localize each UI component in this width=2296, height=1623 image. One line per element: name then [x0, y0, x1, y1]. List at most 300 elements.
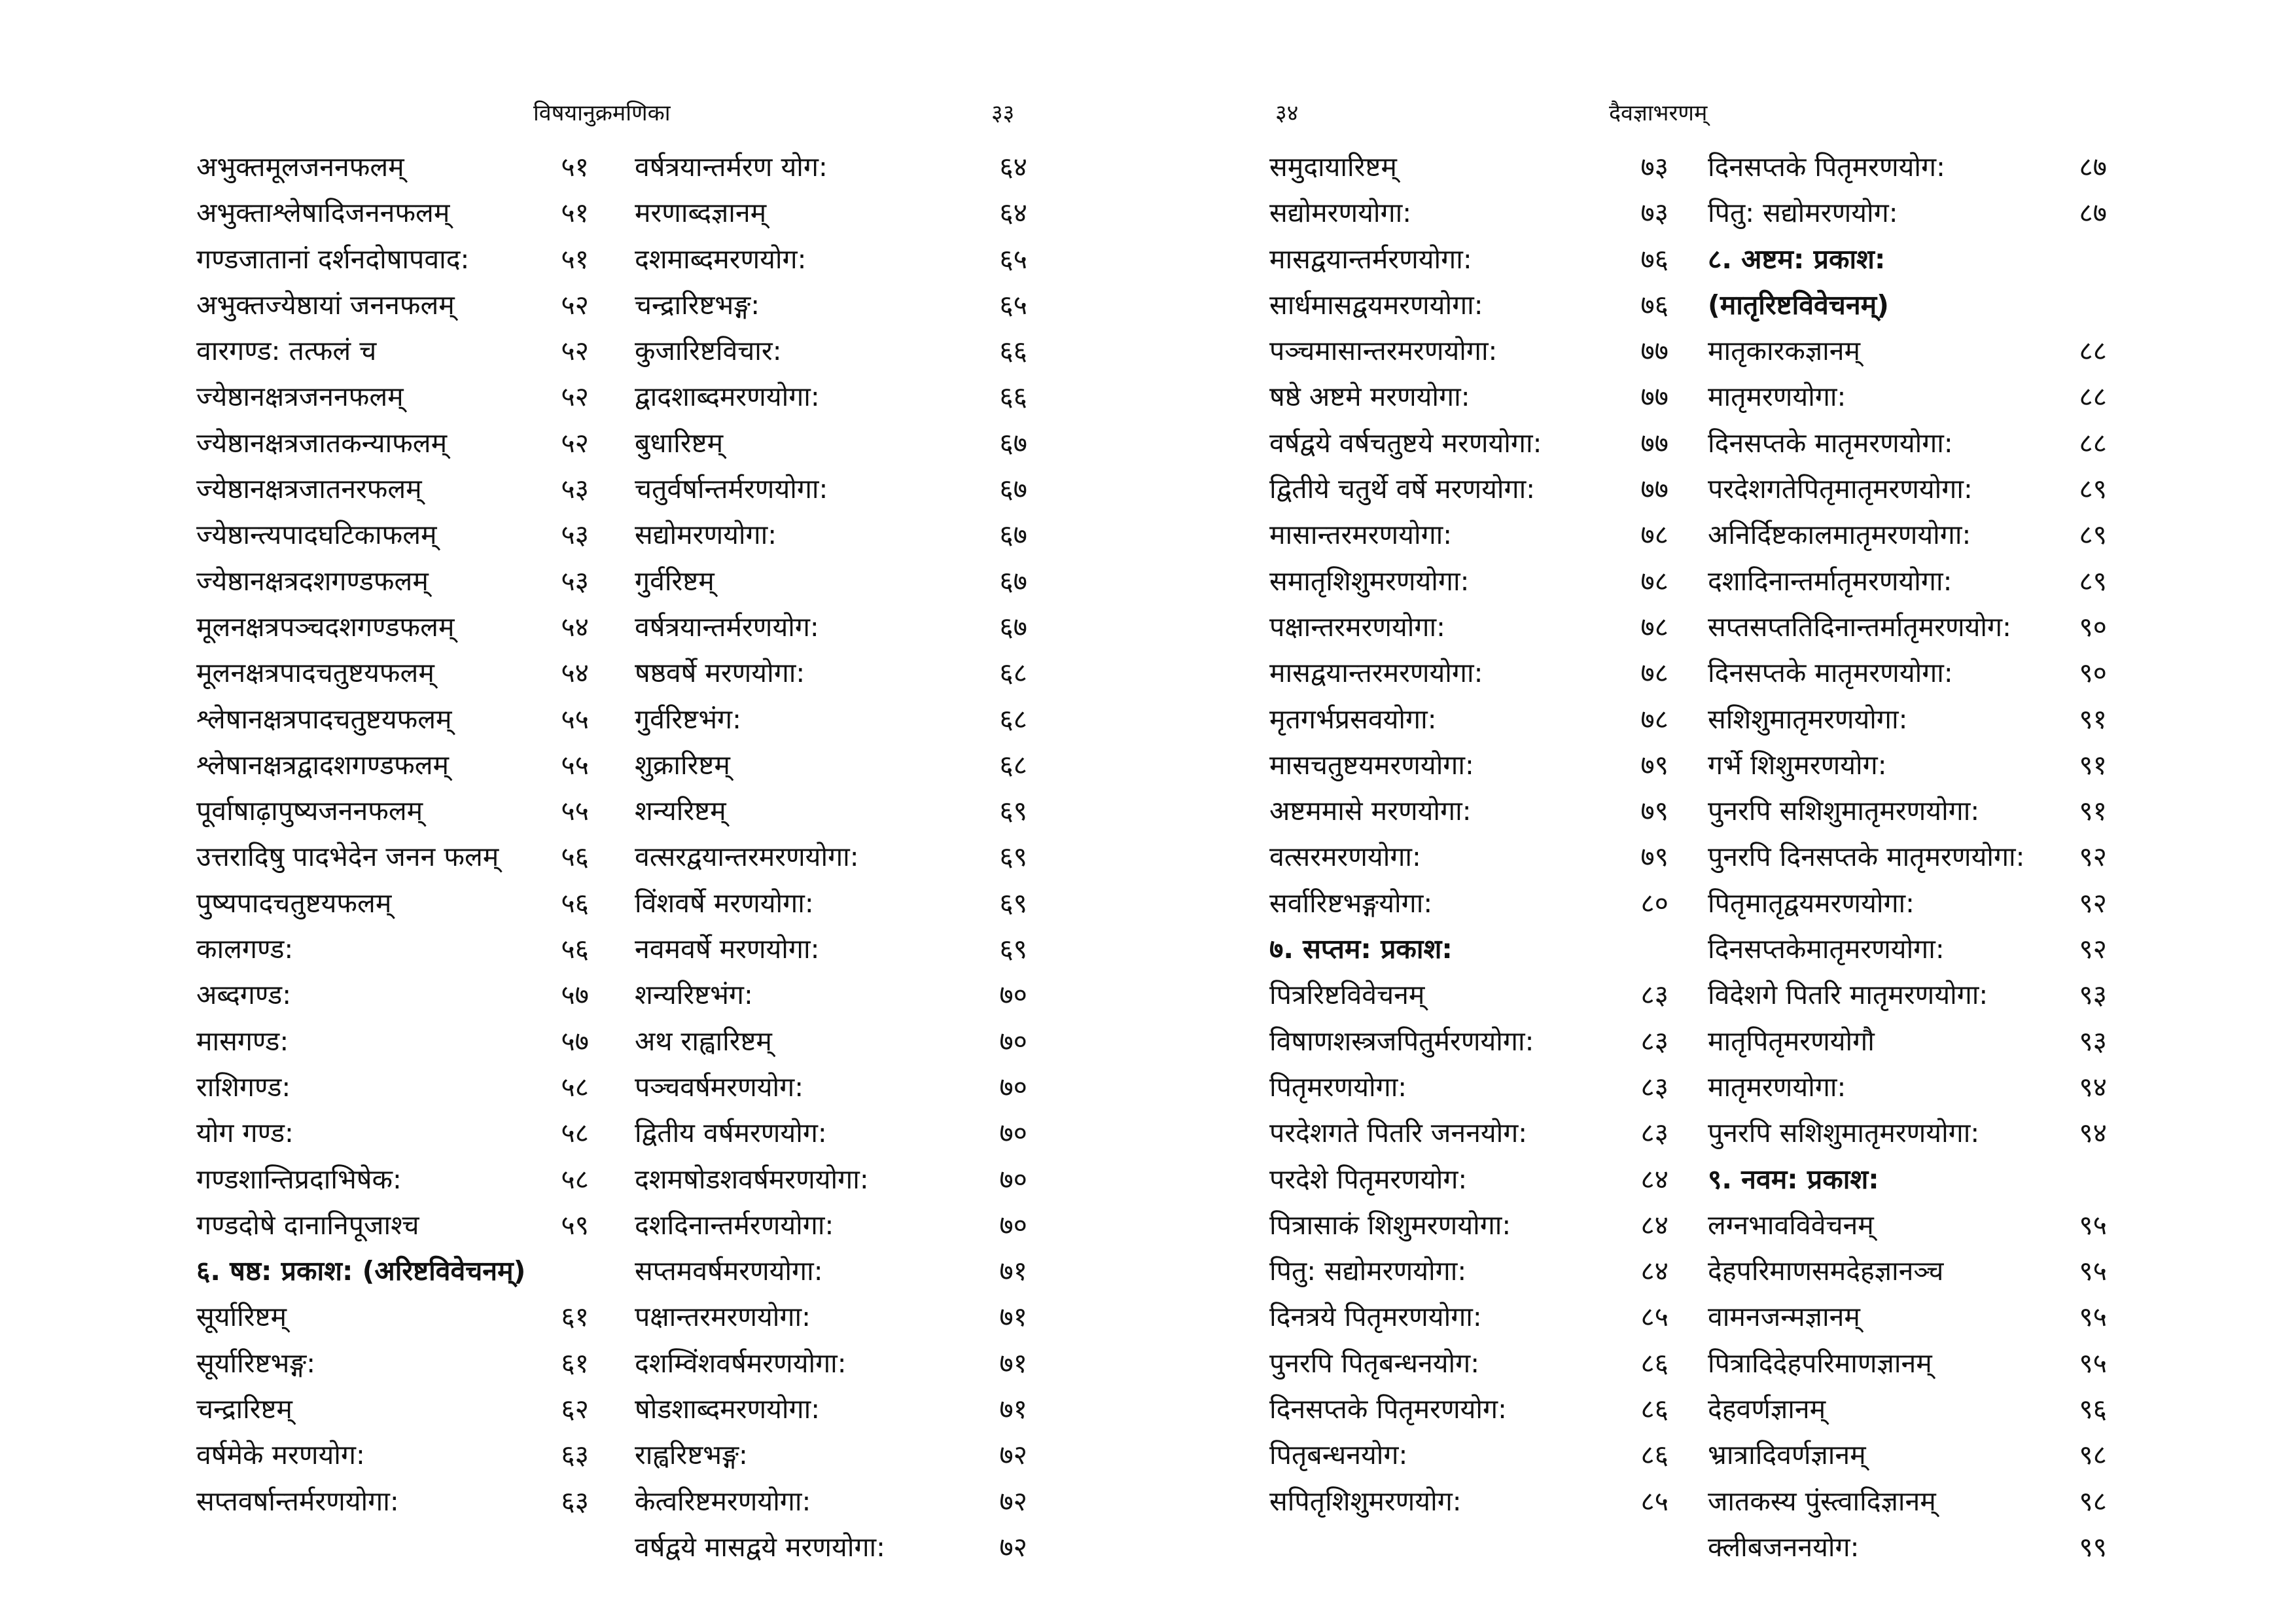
entry-title: द्वादशाब्दमरणयोगा: [635, 381, 820, 413]
toc-entry [635, 1156, 1027, 1202]
entry-title: मासगण्ड: [196, 1025, 289, 1057]
left-column-1 [196, 144, 589, 1524]
left-page-number: ३३ [991, 100, 1015, 126]
entry-title: ७. सप्तम: प्रकाश: [1269, 933, 1453, 965]
toc-entry [635, 788, 1027, 834]
toc-entry [1708, 880, 2107, 926]
entry-title: विषाणशस्त्रजपितुर्मरणयोगा: [1269, 1025, 1534, 1057]
toc-entry [1269, 880, 1669, 926]
entry-title: पुनरपि सशिशुमातृमरणयोगा: [1708, 795, 1980, 827]
toc-entry [635, 926, 1027, 972]
entry-page-number: ५२ [561, 427, 589, 459]
entry-title: सूर्यारिष्टभङ्ग: [196, 1347, 316, 1379]
entry-title: योग गण्ड: [196, 1117, 294, 1149]
entry-page-number: ५५ [561, 703, 589, 735]
toc-entry [1269, 604, 1669, 650]
entry-page-number: ९० [2079, 657, 2107, 689]
toc-entry [1708, 604, 2107, 650]
entry-title: क्लीबजननयोग: [1708, 1531, 1860, 1563]
entry-page-number: ८३ [1640, 979, 1669, 1011]
entry-page-number: ९५ [2079, 1209, 2107, 1241]
toc-entry [1269, 1386, 1669, 1432]
toc-entry [1269, 1248, 1669, 1294]
entry-page-number: ८४ [1640, 1255, 1669, 1287]
toc-entry [196, 512, 589, 558]
entry-title: वत्सरद्वयान्तरमरणयोगा: [635, 841, 859, 873]
toc-entry [1708, 1064, 2107, 1110]
entry-title: मातृकारकज्ञानम् [1708, 335, 1861, 367]
toc-entry [635, 190, 1027, 236]
entry-page-number: ७९ [1640, 841, 1669, 873]
toc-entry [1708, 1386, 2107, 1432]
entry-page-number: ७१ [999, 1301, 1027, 1333]
section-heading [1708, 282, 2107, 328]
entry-title: वामनजन्मज्ञानम् [1708, 1301, 1860, 1333]
entry-title: विदेशगे पितरि मातृमरणयोगा: [1708, 979, 1988, 1011]
entry-title: परदेशगते पितरि जननयोग: [1269, 1117, 1528, 1149]
section-heading [1708, 1156, 2107, 1202]
toc-entry [1269, 328, 1669, 374]
toc-entry [1269, 420, 1669, 466]
entry-page-number: ८९ [2079, 473, 2107, 505]
entry-title: ९. नवम: प्रकाश: [1708, 1163, 1879, 1195]
entry-page-number: ७२ [999, 1485, 1027, 1517]
entry-title: अभुक्तमूलजननफलम् [196, 151, 404, 183]
entry-title: मरणाब्दज्ञानम् [635, 197, 767, 229]
toc-entry [1269, 1018, 1669, 1064]
entry-page-number: ६७ [999, 611, 1027, 643]
toc-entry [1269, 1294, 1669, 1340]
entry-title: मृतगर्भप्रसवयोगा: [1269, 703, 1437, 735]
toc-entry [635, 374, 1027, 419]
entry-page-number: ७६ [1640, 289, 1669, 321]
entry-title: श्लेषानक्षत्रद्वादशगण्डफलम् [196, 749, 450, 781]
toc-entry [635, 1018, 1027, 1064]
entry-page-number: ८५ [1640, 1301, 1669, 1333]
entry-title: ज्येष्ठान्त्यपादघटिकाफलम् [196, 519, 437, 551]
entry-title: दशादिनान्तर्मातृमरणयोगा: [1708, 565, 1952, 597]
entry-page-number: ८६ [1640, 1347, 1669, 1379]
entry-page-number: ५५ [561, 795, 589, 827]
toc-entry [1269, 834, 1669, 880]
toc-entry [196, 834, 589, 880]
entry-page-number: ८८ [2079, 381, 2107, 413]
entry-title: सशिशुमातृमरणयोगा: [1708, 703, 1908, 735]
entry-title: राह्वरिष्टभङ्ग: [635, 1439, 748, 1471]
toc-entry [635, 420, 1027, 466]
entry-title: नवमवर्षे मरणयोगा: [635, 933, 820, 965]
entry-title: गर्भे शिशुमरणयोग: [1708, 749, 1887, 781]
entry-page-number: ८६ [1640, 1393, 1669, 1425]
entry-page-number: ७७ [1640, 473, 1669, 505]
toc-entry [635, 282, 1027, 328]
entry-page-number: ५३ [561, 473, 589, 505]
entry-page-number: ७० [999, 1025, 1027, 1057]
toc-entry [196, 144, 589, 190]
entry-page-number: ७१ [999, 1393, 1027, 1425]
toc-entry [635, 1064, 1027, 1110]
toc-entry [1708, 972, 2107, 1018]
toc-entry [1708, 1018, 2107, 1064]
entry-page-number: ५१ [561, 151, 589, 183]
entry-title: दशमाब्दमरणयोग: [635, 243, 807, 275]
entry-title: षोडशाब्दमरणयोगा: [635, 1393, 821, 1425]
toc-entry [1269, 1432, 1669, 1478]
entry-page-number: ९८ [2079, 1485, 2107, 1517]
entry-title: देहवर्णज्ञानम् [1708, 1393, 1826, 1425]
toc-entry [635, 1340, 1027, 1386]
entry-title: पञ्चवर्षमरणयोग: [635, 1071, 804, 1103]
entry-title: अथ राह्वारिष्टम् [635, 1025, 772, 1057]
entry-title: अभुक्तज्येष्ठायां जननफलम् [196, 289, 455, 321]
entry-title: दिनसप्तकेमातृमरणयोगा: [1708, 933, 1945, 965]
toc-entry [635, 650, 1027, 696]
entry-page-number: ८३ [1640, 1117, 1669, 1149]
entry-title: दशमषोडशवर्षमरणयोगा: [635, 1163, 869, 1195]
entry-title: पुनरपि पितृबन्धनयोग: [1269, 1347, 1480, 1379]
entry-page-number: ६७ [999, 427, 1027, 459]
toc-entry [1708, 512, 2107, 558]
entry-title: पक्षान्तरमरणयोगा: [635, 1301, 811, 1333]
entry-page-number: ५५ [561, 749, 589, 781]
entry-title: पक्षान्तरमरणयोगा: [1269, 611, 1445, 643]
toc-entry [1708, 788, 2107, 834]
toc-entry [196, 466, 589, 512]
toc-entry [196, 374, 589, 419]
entry-page-number: ९६ [2079, 1393, 2107, 1425]
entry-title: (मातृरिष्टविवेचनम्) [1708, 289, 1889, 321]
toc-entry [635, 1248, 1027, 1294]
entry-title: परदेशे पितृमरणयोग: [1269, 1163, 1468, 1195]
entry-page-number: ९१ [2079, 795, 2107, 827]
toc-entry [1708, 466, 2107, 512]
entry-title: मूलनक्षत्रपादचतुष्टयफलम् [196, 657, 434, 689]
entry-page-number: ९१ [2079, 703, 2107, 735]
entry-page-number: ७० [999, 1071, 1027, 1103]
entry-page-number: ५८ [561, 1071, 589, 1103]
entry-page-number: ७९ [1640, 749, 1669, 781]
entry-page-number: ८३ [1640, 1071, 1669, 1103]
entry-page-number: ६६ [999, 381, 1027, 413]
entry-title: गुर्वरिष्टभंग: [635, 703, 741, 735]
right-column-2 [1708, 144, 2107, 1570]
entry-page-number: ९२ [2079, 933, 2107, 965]
entry-page-number: ९४ [2079, 1071, 2107, 1103]
toc-entry [1269, 374, 1669, 419]
entry-page-number: ८७ [2079, 151, 2107, 183]
toc-entry [196, 972, 589, 1018]
entry-page-number: ७७ [1640, 335, 1669, 367]
toc-entry [196, 1202, 589, 1248]
entry-page-number: ७० [999, 979, 1027, 1011]
right-column-1 [1269, 144, 1669, 1524]
entry-page-number: ६४ [999, 197, 1027, 229]
entry-page-number: ६५ [999, 243, 1027, 275]
entry-page-number: ६९ [999, 795, 1027, 827]
right-page [1148, 0, 2295, 1623]
entry-page-number: ५८ [561, 1163, 589, 1195]
entry-title: मासान्तरमरणयोगा: [1269, 519, 1453, 551]
entry-page-number: ७३ [1640, 197, 1669, 229]
toc-entry [1708, 558, 2107, 604]
toc-entry [635, 604, 1027, 650]
entry-title: विंशवर्षे मरणयोगा: [635, 887, 814, 919]
toc-entry [1708, 144, 2107, 190]
entry-page-number: ८३ [1640, 1025, 1669, 1057]
entry-page-number: ७७ [1640, 381, 1669, 413]
toc-entry [196, 236, 589, 282]
toc-entry [635, 742, 1027, 788]
entry-title: ज्येष्ठानक्षत्रजननफलम् [196, 381, 404, 413]
toc-entry [635, 144, 1027, 190]
toc-entry [196, 328, 589, 374]
entry-title: पूर्वाषाढ़ापुष्यजननफलम् [196, 795, 423, 827]
entry-title: लग्नभावविवेचनम् [1708, 1209, 1874, 1241]
entry-page-number: ५८ [561, 1117, 589, 1149]
toc-entry [635, 558, 1027, 604]
entry-title: गण्डदोषे दानानिपूजाश्च [196, 1209, 419, 1241]
entry-title: पञ्चमासान्तरमरणयोगा: [1269, 335, 1498, 367]
entry-page-number: ६२ [561, 1393, 589, 1425]
entry-page-number: ५२ [561, 289, 589, 321]
toc-entry [1269, 696, 1669, 742]
entry-title: दिनत्रये पितृमरणयोगा: [1269, 1301, 1482, 1333]
toc-entry [1269, 650, 1669, 696]
entry-title: मातृपितृमरणयोगौ [1708, 1025, 1875, 1057]
entry-page-number: ६७ [999, 473, 1027, 505]
entry-title: वर्षद्वये वर्षचतुष्टये मरणयोगा: [1269, 427, 1542, 459]
toc-entry [196, 1478, 589, 1524]
entry-page-number: ६७ [999, 519, 1027, 551]
section-heading [1708, 236, 2107, 282]
entry-title: अभुक्ताश्लेषादिजननफलम् [196, 197, 450, 229]
entry-title: पुनरपि सशिशुमातृमरणयोगा: [1708, 1117, 1980, 1149]
entry-page-number: ८४ [1640, 1163, 1669, 1195]
entry-title: अनिर्दिष्टकालमातृमरणयोगा: [1708, 519, 1971, 551]
entry-page-number: ५९ [561, 1209, 589, 1241]
entry-page-number: ६९ [999, 887, 1027, 919]
toc-entry [196, 558, 589, 604]
entry-page-number: ९३ [2079, 979, 2107, 1011]
toc-entry [196, 1156, 589, 1202]
entry-title: वत्सरमरणयोगा: [1269, 841, 1421, 873]
entry-title: सपितृशिशुमरणयोग: [1269, 1485, 1462, 1517]
toc-entry [196, 1110, 589, 1156]
entry-title: शन्यरिष्टभंग: [635, 979, 753, 1011]
entry-page-number: ५७ [561, 1025, 589, 1057]
toc-entry [635, 1478, 1027, 1524]
toc-entry [1708, 834, 2107, 880]
toc-entry [1708, 1478, 2107, 1524]
entry-page-number: ७८ [1640, 611, 1669, 643]
toc-entry [1708, 1202, 2107, 1248]
toc-entry [635, 1202, 1027, 1248]
entry-page-number: ५६ [561, 933, 589, 965]
entry-page-number: ९२ [2079, 841, 2107, 873]
entry-title: मासद्वयान्तरमरणयोगा: [1269, 657, 1483, 689]
toc-entry [1708, 328, 2107, 374]
toc-entry [635, 512, 1027, 558]
entry-page-number: ५४ [561, 611, 589, 643]
entry-page-number: ७८ [1640, 703, 1669, 735]
entry-page-number: ६९ [999, 841, 1027, 873]
entry-title: गण्डजातानां दर्शनदोषापवाद: [196, 243, 470, 275]
entry-title: ज्येष्ठानक्षत्रजातनरफलम् [196, 473, 422, 505]
entry-title: द्वितीय वर्षमरणयोग: [635, 1117, 827, 1149]
entry-title: षष्ठे अष्टमे मरणयोगा: [1269, 381, 1470, 413]
entry-title: ६. षष्ठ: प्रकाश: (अरिष्टविवेचनम्) [196, 1255, 526, 1287]
toc-entry [1269, 788, 1669, 834]
entry-page-number: ७२ [999, 1531, 1027, 1563]
entry-title: दिनसप्तके मातृमरणयोगा: [1708, 427, 1953, 459]
toc-entry [196, 1294, 589, 1340]
toc-entry [635, 1524, 1027, 1570]
entry-title: पितृमरणयोगा: [1269, 1071, 1407, 1103]
entry-page-number: ८६ [1640, 1439, 1669, 1471]
entry-title: दशदिनान्तर्मरणयोगा: [635, 1209, 834, 1241]
entry-title: वर्षत्रयान्तर्मरणयोग: [635, 611, 819, 643]
toc-entry [1708, 420, 2107, 466]
entry-title: वर्षमेके मरणयोग: [196, 1439, 365, 1471]
entry-page-number: ६८ [999, 703, 1027, 735]
toc-entry [1269, 512, 1669, 558]
toc-entry [1708, 742, 2107, 788]
toc-entry [196, 880, 589, 926]
toc-entry [196, 650, 589, 696]
entry-page-number: ९५ [2079, 1347, 2107, 1379]
entry-title: राशिगण्ड: [196, 1071, 291, 1103]
entry-page-number: ७३ [1640, 151, 1669, 183]
right-header-title: दैवज्ञाभरणम् [1609, 100, 1708, 126]
toc-entry [196, 788, 589, 834]
toc-entry [196, 604, 589, 650]
entry-title: सर्वारिष्टभङ्गयोगा: [1269, 887, 1433, 919]
entry-page-number: ७२ [999, 1439, 1027, 1471]
entry-page-number: ५६ [561, 887, 589, 919]
toc-entry [1269, 144, 1669, 190]
toc-entry [196, 420, 589, 466]
toc-entry [196, 1386, 589, 1432]
toc-entry [635, 1432, 1027, 1478]
entry-page-number: ९९ [2079, 1531, 2107, 1563]
entry-title: जातकस्य पुंस्त्वादिज्ञानम् [1708, 1485, 1936, 1517]
entry-title: पितृमातृद्वयमरणयोगा: [1708, 887, 1915, 919]
entry-title: पुष्यपादचतुष्टयफलम् [196, 887, 392, 919]
toc-entry [196, 190, 589, 236]
entry-title: पुनरपि दिनसप्तके मातृमरणयोगा: [1708, 841, 2025, 873]
entry-page-number: ७० [999, 1117, 1027, 1149]
left-header-title: विषयानुक्रमणिका [533, 100, 671, 126]
entry-title: सप्तमवर्षमरणयोगा: [635, 1255, 823, 1287]
toc-entry [196, 696, 589, 742]
toc-entry [1269, 1202, 1669, 1248]
entry-title: दिनसप्तके पितृमरणयोग: [1269, 1393, 1507, 1425]
entry-page-number: ७६ [1640, 243, 1669, 275]
entry-title: सद्योमरणयोगा: [635, 519, 777, 551]
toc-entry [635, 1386, 1027, 1432]
toc-entry [1269, 1340, 1669, 1386]
entry-title: चन्द्रारिष्टम् [196, 1393, 292, 1425]
entry-title: परदेशगतेपितृमातृमरणयोगा: [1708, 473, 1973, 505]
toc-entry [196, 1064, 589, 1110]
section-heading [1269, 926, 1669, 972]
entry-page-number: ५७ [561, 979, 589, 1011]
toc-entry [1269, 282, 1669, 328]
entry-page-number: ५२ [561, 381, 589, 413]
entry-title: मातृमरणयोगा: [1708, 1071, 1846, 1103]
entry-title: शुक्रारिष्टम् [635, 749, 730, 781]
entry-page-number: ६५ [999, 289, 1027, 321]
entry-title: गुर्वरिष्टम् [635, 565, 715, 597]
toc-entry [1269, 190, 1669, 236]
entry-title: अब्दगण्ड: [196, 979, 292, 1011]
toc-entry [1708, 926, 2107, 972]
entry-title: वर्षत्रयान्तर्मरण योग: [635, 151, 828, 183]
entry-page-number: ८८ [2079, 427, 2107, 459]
toc-entry [1269, 972, 1669, 1018]
entry-page-number: ६८ [999, 657, 1027, 689]
entry-page-number: ९५ [2079, 1301, 2107, 1333]
entry-page-number: ६१ [561, 1347, 589, 1379]
entry-title: पितु: सद्योमरणयोगा: [1269, 1255, 1467, 1287]
entry-title: भ्रात्रादिवर्णज्ञानम् [1708, 1439, 1866, 1471]
entry-title: श्लेषानक्षत्रपादचतुष्टयफलम् [196, 703, 452, 735]
entry-title: सूर्यारिष्टम् [196, 1301, 287, 1333]
toc-entry [635, 466, 1027, 512]
entry-page-number: ७८ [1640, 565, 1669, 597]
entry-page-number: ७८ [1640, 519, 1669, 551]
entry-title: चन्द्रारिष्टभङ्ग: [635, 289, 760, 321]
entry-title: गण्डशान्तिप्रदाभिषेक: [196, 1163, 402, 1195]
entry-page-number: ५६ [561, 841, 589, 873]
entry-page-number: ९० [2079, 611, 2107, 643]
toc-entry [196, 1432, 589, 1478]
entry-title: दशम्विंशवर्षमरणयोगा: [635, 1347, 847, 1379]
entry-title: षष्ठवर्षे मरणयोगा: [635, 657, 805, 689]
entry-title: सद्योमरणयोगा: [1269, 197, 1412, 229]
entry-title: सार्धमासद्वयमरणयोगा: [1269, 289, 1483, 321]
toc-entry [1269, 1110, 1669, 1156]
toc-entry [1708, 1432, 2107, 1478]
entry-page-number: ६६ [999, 335, 1027, 367]
toc-entry [635, 236, 1027, 282]
entry-page-number: ६४ [999, 151, 1027, 183]
entry-title: पितु: सद्योमरणयोग: [1708, 197, 1898, 229]
entry-page-number: ७१ [999, 1347, 1027, 1379]
entry-title: समुदायारिष्टम् [1269, 151, 1397, 183]
entry-title: ज्येष्ठानक्षत्रजातकन्याफलम् [196, 427, 448, 459]
entry-title: उत्तरादिषु पादभेदेन जनन फलम् [196, 841, 499, 873]
toc-entry [635, 696, 1027, 742]
entry-title: सप्तसप्ततिदिनान्तर्मातृमरणयोग: [1708, 611, 2011, 643]
toc-entry [1269, 1064, 1669, 1110]
entry-page-number: ९३ [2079, 1025, 2107, 1057]
entry-title: समातृशिशुमरणयोगा: [1269, 565, 1470, 597]
toc-entry [196, 926, 589, 972]
toc-entry [196, 1018, 589, 1064]
entry-title: चतुर्वर्षान्तर्मरणयोगा: [635, 473, 828, 505]
entry-title: पित्ररिष्टविवेचनम् [1269, 979, 1425, 1011]
entry-page-number: ७९ [1640, 795, 1669, 827]
entry-page-number: ५१ [561, 243, 589, 275]
entry-page-number: ६७ [999, 565, 1027, 597]
toc-entry [1708, 1248, 2107, 1294]
toc-entry [1708, 650, 2107, 696]
toc-entry [1708, 1524, 2107, 1570]
toc-entry [1708, 190, 2107, 236]
toc-entry [635, 834, 1027, 880]
entry-page-number: ८४ [1640, 1209, 1669, 1241]
